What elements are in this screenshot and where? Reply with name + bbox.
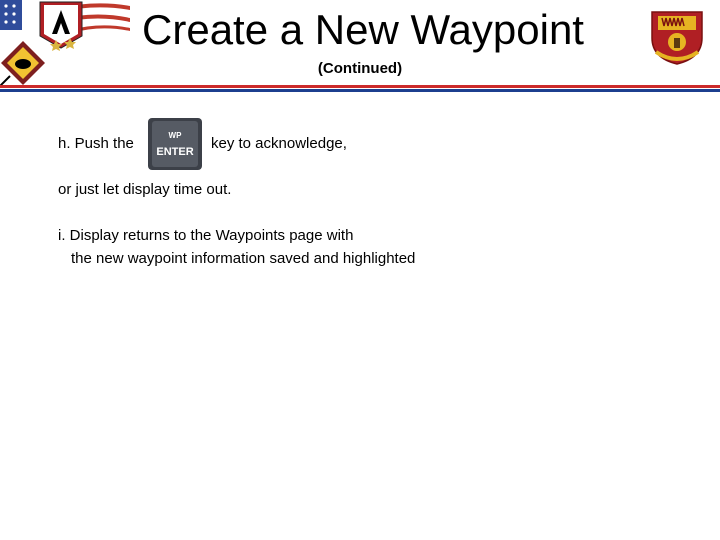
step-h-line2: or just let display time out. — [58, 181, 232, 198]
step-i-line2: the new waypoint information saved and highlighted — [71, 250, 416, 267]
step-h-suffix: key to acknowledge, — [211, 135, 347, 152]
header-divider-blue — [0, 89, 720, 92]
unit-crest-icon — [646, 8, 708, 66]
header-divider-red — [0, 85, 720, 88]
unit-insignia-icon — [0, 40, 46, 86]
key-main-label: ENTER — [156, 146, 194, 158]
first-army-patch-icon — [40, 2, 82, 48]
page-title: Create a New Waypoint — [142, 6, 584, 53]
page-subtitle: (Continued) — [317, 60, 403, 77]
step-h-prefix: h. Push the — [58, 135, 134, 152]
wp-enter-key-icon — [148, 118, 202, 170]
step-i-line1: i. Display returns to the Waypoints page with — [58, 227, 354, 244]
key-top-label: WP — [168, 131, 182, 140]
